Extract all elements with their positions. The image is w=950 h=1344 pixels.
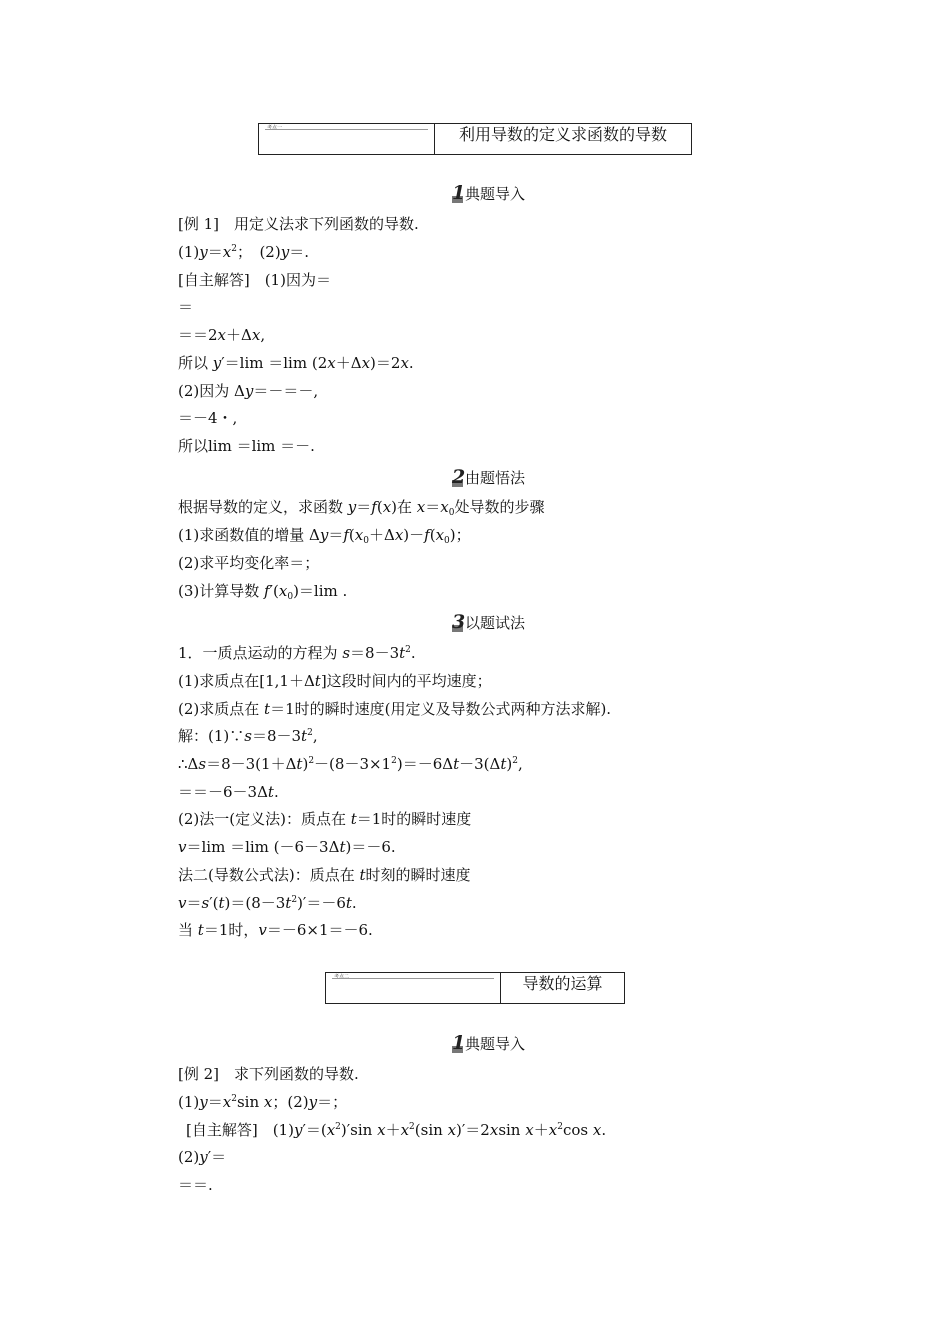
topic-tag: 考点二 bbox=[334, 974, 350, 980]
topic-title: 导数的运算 bbox=[522, 974, 603, 993]
section-number-badge: 1 bbox=[452, 1032, 466, 1054]
section-heading-label: 典题导入 bbox=[465, 185, 526, 203]
practice-answer-line: ＝＝－6－3Δt. bbox=[178, 783, 279, 801]
solution-line: ＝＝2x＋Δx, bbox=[178, 326, 266, 344]
practice-answer-line: 当 t＝1时，v＝－6×1＝－6. bbox=[178, 921, 373, 939]
section-heading-label: 由题悟法 bbox=[465, 469, 526, 487]
example-2-solution: (2)y′＝ bbox=[178, 1148, 227, 1166]
topic-label-cell bbox=[326, 973, 501, 1003]
example-2-solution: ＝＝. bbox=[178, 1176, 213, 1194]
practice-subquestion: (1)求质点在[1,1＋Δt]这段时间内的平均速度； bbox=[178, 672, 492, 690]
example-2-title: [例 2] 求下列函数的导数. bbox=[178, 1065, 359, 1083]
topic-rule bbox=[265, 129, 428, 130]
section-heading-label: 典题导入 bbox=[465, 1035, 526, 1053]
solution-line: ＝ bbox=[178, 298, 194, 316]
practice-answer-line: 法二(导数公式法)：质点在 t时刻的瞬时速度 bbox=[178, 866, 471, 884]
section-number-badge: 2 bbox=[452, 466, 466, 488]
practice-answer-line: (2)法一(定义法)：质点在 t＝1时的瞬时速度 bbox=[178, 810, 472, 828]
method-intro: 根据导数的定义，求函数 y＝f(x)在 $x=x_0$处导数的步骤 bbox=[178, 498, 545, 518]
section-heading bbox=[452, 468, 525, 488]
practice-answer-line: $v=s'(t)=(8-3t^2)'=-6t$. bbox=[178, 894, 357, 912]
solution-line: 所以 y′＝lim ＝lim (2x＋Δx)＝2x. bbox=[178, 354, 414, 372]
topic-title: 利用导数的定义求函数的导数 bbox=[458, 125, 667, 144]
practice-question: 1．一质点运动的方程为 $s=8-3t^2$. bbox=[178, 644, 416, 662]
solution-line: ＝－4・, bbox=[178, 409, 238, 427]
practice-answer-line: 解：$(1)\because s=8-3t^2$, bbox=[178, 727, 318, 745]
method-step: (2)求平均变化率＝； bbox=[178, 554, 320, 572]
topic-box-2 bbox=[325, 972, 625, 1004]
practice-answer-line: v＝lim ＝lim (－6－3Δt)＝－6. bbox=[178, 838, 396, 856]
section-number-badge: 3 bbox=[452, 611, 466, 633]
section-heading-label: 以题试法 bbox=[465, 614, 526, 632]
example-1-parts: $(1)y=x^2$； (2)y＝. bbox=[178, 243, 309, 261]
topic-tag: 考点一 bbox=[267, 125, 283, 131]
method-step: (3)计算导数 $f'(x_0)=\lim$ . bbox=[178, 582, 348, 602]
example-2-solution: [自主解答] $(1)y'=(x^2)'\sin$ $x+x^2(\sin$ x)′＝2xsin $x+x^2\cos$ x. bbox=[186, 1121, 607, 1139]
solution-line: (2)因为 Δy＝－＝－, bbox=[178, 382, 319, 400]
topic-box-1 bbox=[258, 123, 692, 155]
section-heading bbox=[452, 184, 525, 204]
topic-label-cell bbox=[259, 124, 435, 154]
section-number-badge: 1 bbox=[452, 182, 466, 204]
solution-line: 所以lim ＝lim ＝－. bbox=[178, 437, 315, 455]
practice-answer-line: $\therefore\Delta s=8-3(1+\Delta t)^2-(8-3\times 1^2)=-6\Delta t-3(\Delta t)^2$, bbox=[178, 755, 523, 773]
method-step: (1)求函数值的增量 $\Delta y=f(x_0+\Delta x)-f(x_0)$； bbox=[178, 526, 471, 546]
section-heading bbox=[452, 613, 525, 633]
example-2-parts: $(1)y=x^2\sin$ x；(2)y＝； bbox=[178, 1093, 348, 1111]
solution-heading: [自主解答] (1)因为＝ bbox=[178, 271, 331, 289]
practice-subquestion: (2)求质点在 t＝1时的瞬时速度(用定义及导数公式两种方法求解). bbox=[178, 700, 612, 718]
topic-rule bbox=[332, 978, 494, 979]
example-1-title: [例 1] 用定义法求下列函数的导数. bbox=[178, 215, 419, 233]
section-heading bbox=[452, 1034, 525, 1054]
